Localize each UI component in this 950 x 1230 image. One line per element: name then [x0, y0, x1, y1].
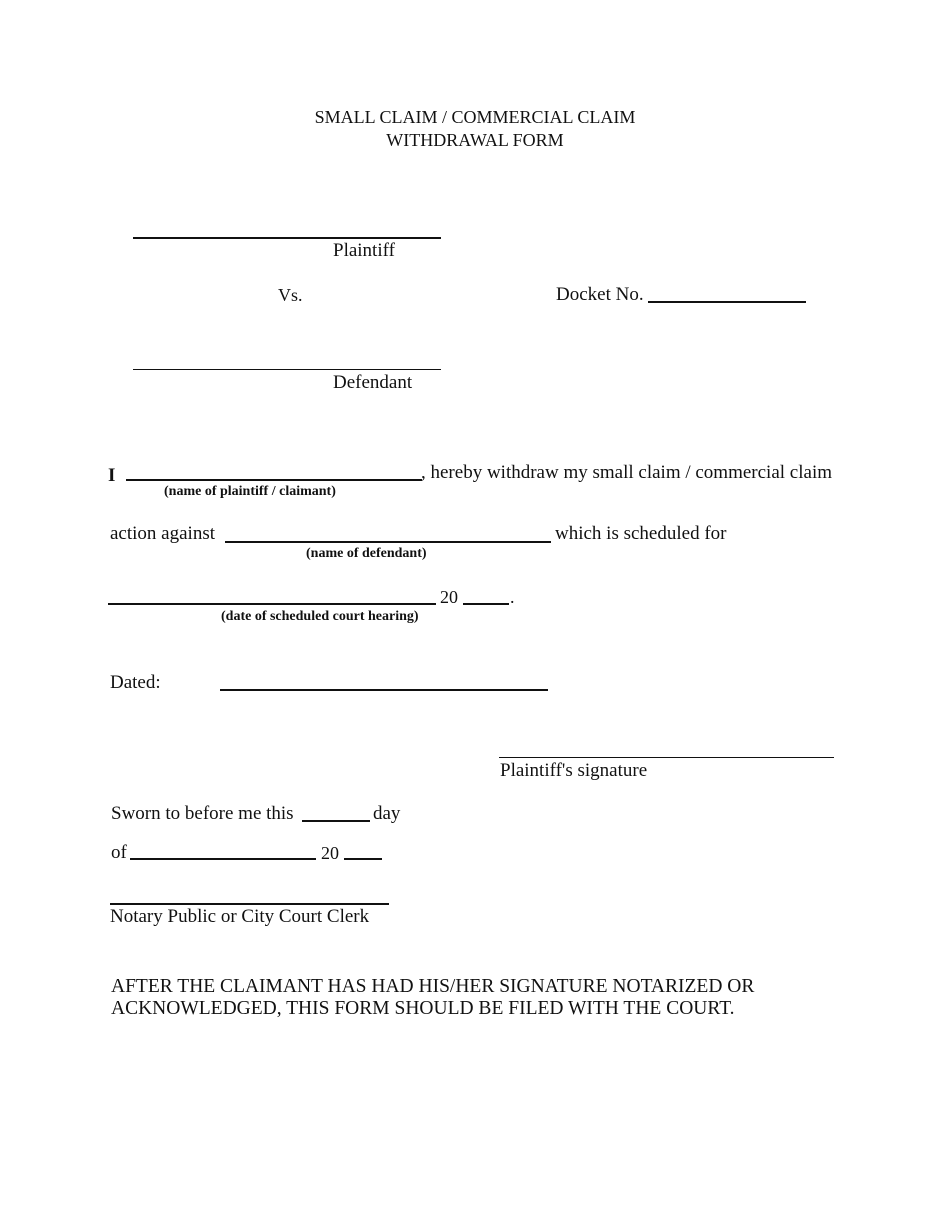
action-against-label: action against	[110, 523, 215, 544]
plaintiff-claimant-hint: (name of plaintiff / claimant)	[164, 484, 336, 499]
plaintiff-signature-field[interactable]	[499, 757, 834, 758]
notary-label: Notary Public or City Court Clerk	[110, 906, 370, 927]
plaintiff-signature-label: Plaintiff's signature	[500, 760, 648, 781]
docket-number-field[interactable]	[648, 301, 806, 303]
sworn-year-prefix: 20	[321, 843, 339, 863]
sworn-of-label: of	[111, 842, 127, 863]
sworn-day-label: day	[373, 803, 401, 824]
statement-i: I	[108, 465, 116, 486]
defendant-action-field[interactable]	[225, 541, 551, 543]
notice-line1: AFTER THE CLAIMANT HAS HAD HIS/HER SIGNATURE NOTARIZED OR	[111, 976, 755, 997]
hearing-date-hint: (date of scheduled court hearing)	[221, 609, 419, 624]
hearing-year-prefix: 20	[440, 587, 458, 607]
withdraw-text: , hereby withdraw my small claim / commercial claim	[421, 462, 833, 483]
form-title-line2: WITHDRAWAL FORM	[386, 130, 564, 150]
sworn-text: Sworn to before me this	[111, 803, 294, 824]
docket-label: Docket No.	[556, 284, 644, 305]
dated-field[interactable]	[220, 689, 548, 691]
defendant-name-field[interactable]	[133, 369, 441, 370]
plaintiff-claimant-field[interactable]	[126, 479, 422, 481]
notice-line2: ACKNOWLEDGED, THIS FORM SHOULD BE FILED WITH THE COURT.	[111, 998, 735, 1019]
dated-label: Dated:	[110, 672, 161, 693]
sworn-month-field[interactable]	[130, 858, 316, 860]
form-title-line1: SMALL CLAIM / COMMERCIAL CLAIM	[314, 107, 636, 127]
plaintiff-label: Plaintiff	[333, 240, 395, 261]
defendant-hint: (name of defendant)	[306, 546, 427, 561]
sworn-year-field[interactable]	[344, 858, 382, 860]
hearing-period: .	[510, 587, 515, 607]
defendant-label: Defendant	[333, 372, 413, 393]
sworn-day-field[interactable]	[302, 820, 370, 822]
vs-label: Vs.	[278, 285, 303, 305]
plaintiff-name-field[interactable]	[133, 237, 441, 239]
hearing-date-field[interactable]	[108, 603, 436, 605]
hearing-year-field[interactable]	[463, 603, 509, 605]
notary-signature-field[interactable]	[110, 903, 389, 905]
scheduled-for-text: which is scheduled for	[555, 523, 727, 544]
